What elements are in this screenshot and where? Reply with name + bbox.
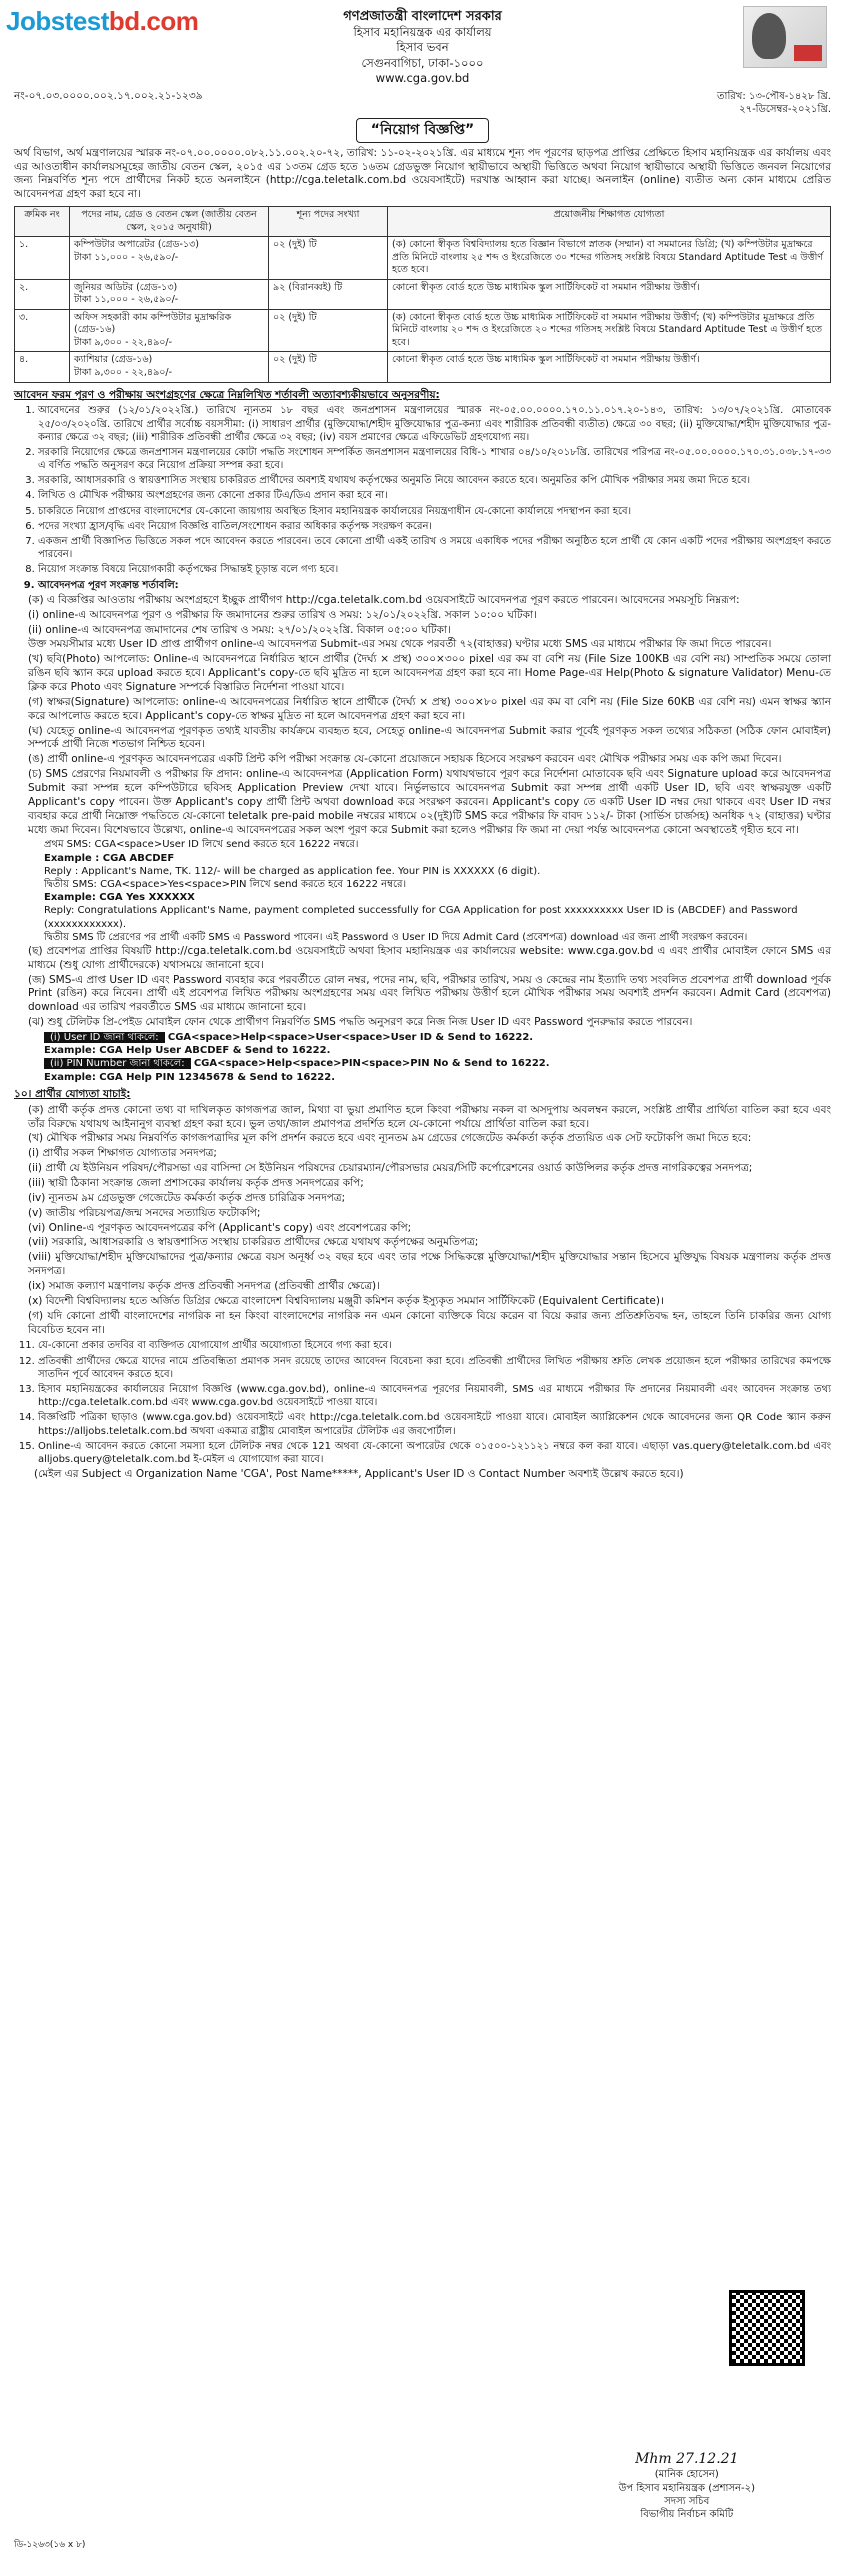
- condition-item: 4. লিখিত ও মৌখিক পরীক্ষায় অংশগ্রহণের জন্য কোনো প্রকার টিএ/ডিএ প্রদান করা হবে না।: [38, 489, 831, 502]
- tail-condition-item: 14. বিজ্ঞপ্তিটি পত্রিকা ছাড়াও (www.cga.gov.bd) ওয়েবসাইটে এবং http://cga.teletalk.com.bd ওয়েবসাইটে পাওয়া যাবে। মোবাইল অ্যাপ্লিকেশন থেকে আবেদনের জন্য QR Code স্ক্যান করুন https://alljobs.teletalk.com.bd অথবা একমাত্র রাষ্ট্রীয় মোবাইল অপারেটর টেলিটক এর জবপোর্টাল।: [38, 1411, 831, 1437]
- col-count: শূন্য পদের সংখ্যা: [269, 207, 388, 237]
- office-address: সেগুনবাগিচা, ঢাকা-১০০০: [361, 55, 484, 70]
- office-name: হিসাব মহানিয়ন্ত্রক এর কার্যালয়: [353, 25, 492, 40]
- sms-example-2: Example: CGA Yes XXXXXX: [44, 892, 195, 904]
- admit-card-rule: (ছ) প্রবেশপত্র প্রাপ্তির বিষয়টি http://cga.teletalk.com.bd ওয়েবসাইটে অথবা হিসাব মহানিয়ন্ত্রক এর কার্যালয়ের website: www.cga.gov.bd এ এবং প্রার্থীর মোবাইল ফোনে SMS এর মাধ্যমে (শুধু যোগ্য প্রার্থীদেরকে) যথাসময়ে জানানো হবে।: [28, 944, 831, 971]
- sms-reply-1: Reply : Applicant's Name, TK. 112/- will be charged as application fee. Your PIN is XXXXXX (6 digit).: [44, 865, 541, 877]
- pin-example: Example: CGA Help PIN 12345678 & Send to 16222.: [44, 1071, 335, 1083]
- logo-part-2: bd.com: [108, 6, 199, 36]
- print-code: ডি-১২৬৩(১৬ x ৮): [14, 2540, 86, 2550]
- row-qualification: কোনো স্বীকৃত বোর্ড হতে উচ্চ মাধ্যমিক স্কুল সার্টিফিকেট বা সমমান পরীক্ষায় উত্তীর্ণ।: [388, 352, 831, 382]
- admit-card-rule: (ঝ) শুধু টেলিটক প্রি-পেইড মোবাইল ফোন থেকে প্রার্থীগণ নিম্নবর্ণিত SMS পদ্ধতি অনুসরণ করে নিজ নিজ User ID এবং Password পুনরুদ্ধার করতে পারবেন।: [28, 1016, 693, 1029]
- table-row: [15, 279, 831, 309]
- tail-conditions-list: [14, 1339, 831, 1466]
- qualification-item: (ix) সমাজ কল্যাণ মন্ত্রণালয় কর্তৃক প্রদত্ত প্রতিবন্ধী সনদপত্র (প্রতিবন্ধী প্রার্থীর ক্ষেত্রে)।: [28, 1279, 380, 1292]
- application-rule: (ii) online-এ আবেদনপত্র জমাদানের শেষ তারিখ ও সময়: ২৭/০১/২০২২খ্রি. বিকাল ০৫:০০ ঘটিকা।: [28, 623, 451, 636]
- col-serial: ক্রমিক নং: [15, 207, 70, 237]
- govt-name: গণপ্রজাতন্ত্রী বাংলাদেশ সরকার: [343, 9, 502, 24]
- row-serial: ২.: [15, 279, 70, 309]
- post-name: কম্পিউটার অপারেটর (গ্রেড-১৩): [74, 239, 199, 251]
- post-scale: টাকা ৯,৩০০ - ২২,৪৯০/-: [74, 366, 173, 378]
- sms-second-label: দ্বিতীয় SMS: CGA<space>Yes<space>PIN লিখে send করতে হবে 16222 নম্বরে।: [44, 878, 407, 890]
- portrait-face: [752, 13, 786, 59]
- condition-item: 5. চাকরিতে নিয়োগ প্রাপ্তদের বাংলাদেশের যে-কোনো জায়গায় অবস্থিত হিসাব মহানিয়ন্ত্রক কার্যালয়ের নিয়ন্ত্রণাধীন যে-কোনো কার্যালয়ে পদস্থাপন করা হবে।: [38, 505, 831, 518]
- condition-item: 3. সরকারি, আধাসরকারি ও স্বায়ত্তশাসিত সংস্থায় চাকরিরত প্রার্থীদের অবশ্যই যথাযথ কর্তৃপক্ষের অনুমতি নিয়ে আবেদন করতে হবে। অনুমতির কপি মৌখিক পরীক্ষার সময় জমা দিতে হবে।: [38, 474, 831, 487]
- col-qualification: প্রয়োজনীয় শিক্ষাগত যোগ্যতা: [388, 207, 831, 237]
- table-row: [15, 237, 831, 280]
- post-scale: টাকা ৯,৩০০ - ২২,৪৯০/-: [74, 336, 173, 348]
- qualification-item: (vii) সরকারি, আধাসরকারি ও স্বায়ত্তশাসিত সংস্থায় চাকরিরত প্রার্থীদের ক্ষেত্রে যথাযথ কর্তৃপক্ষের অনুমতিপত্র;: [28, 1236, 479, 1249]
- qualification-item: (i) প্রার্থীর সকল শিক্ষাগত যোগ্যতার সনদপত্র;: [28, 1147, 217, 1160]
- signatory-title: উপ হিসাব মহানিয়ন্ত্রক (প্রশাসন-২): [618, 2482, 755, 2494]
- qualification-check-list: [14, 1104, 831, 1338]
- qualification-item: (গ) যদি কোনো প্রার্থী বাংলাদেশের নাগরিক না হন কিংবা বাংলাদেশের নাগরিক নন এমন কোনো ব্যক্তিকে বিয়ে করেন বা বিয়ে করার জন্য প্রতিশ্রুতিবদ্ধ হন, তাহলে তিনি চাকরির জন্য যোগ্য বিবেচিত হবেন না।: [28, 1309, 831, 1336]
- post-name: ক্যাশিয়ার (গ্রেড-১৬): [74, 354, 153, 366]
- reference-row: [14, 90, 831, 116]
- recovery-instructions: [14, 1031, 831, 1084]
- admit-card-rule: (জ) SMS-এ প্রাপ্ত User ID এবং Password ব্যবহার করে পরবর্তীতে রোল নম্বর, পদের নাম, ছবি, পরীক্ষার তারিখ, সময় ও কেন্দ্রের নাম ইত্যাদি তথ্য সংবলিত প্রবেশপত্র প্রার্থী download পূর্বক Print (রঙিন) করে নিবেন। প্রার্থী এই প্রবেশপত্র লিখিত পরীক্ষায় অংশগ্রহণের সময় এবং লিখিত পরীক্ষায় উত্তীর্ণ হলে মৌখিক পরীক্ষার সময় অবশ্যই প্রদর্শন করবেন। Admit Card (প্রবেশপত্র) download এর তারিখ পরবর্তীতে SMS এর মাধ্যমে জানানো হবে।: [28, 973, 831, 1014]
- qualification-item: (viii) মুক্তিযোদ্ধা/শহীদ মুক্তিযোদ্ধাদের পুত্র/কন্যার ক্ষেত্রে বয়স অনূর্ধ্ব ৩২ বছর হবে এবং তার পক্ষে সিদ্ধিকল্পে মুক্তিযোদ্ধা/শহীদ মুক্তিযোদ্ধার সন্তান হিসেবে মুক্তিযুদ্ধ বিষয়ক মন্ত্রণালয় কর্তৃক প্রদত্ত সনদপত্র।: [28, 1251, 831, 1278]
- table-header-row: [15, 207, 831, 237]
- sms-note: দ্বিতীয় SMS টি প্রেরণের পর প্রার্থী একটি SMS এ Password পাবেন। এই Password ও User ID দিয়ে Admit Card (প্রবেশপত্র) download এর জন্য প্রার্থী সংরক্ষণ করবেন।: [44, 931, 748, 943]
- qualification-item: (iv) ন্যূনতম ৯ম গ্রেডভুক্ত গেজেটেড কর্মকর্তা কর্তৃক প্রদত্ত চারিত্রিক সনদপত্র;: [28, 1191, 346, 1204]
- notice-title: [14, 118, 831, 142]
- logo-part-1: Jobstest: [6, 6, 109, 36]
- qualification-item: (ক) প্রার্থী কর্তৃক প্রদত্ত কোনো তথ্য বা দাখিলকৃত কাগজপত্র জাল, মিথ্যা বা ভুয়া প্রমাণিত হলে কিংবা পরীক্ষায় নকল বা অসদুপায় অবলম্বন করলে, সংশ্লিষ্ট প্রার্থীর প্রার্থিতা বাতিল করা হবে এবং তাঁর বিরুদ্ধে যথাযথ আইনানুগ ব্যবস্থা গ্রহণ করা হবে। ভুল তথ্য/জাল প্রমাণপত্র প্রদর্শিত হলে যে-কোনো পর্যায়ে প্রার্থিতা বাতিল করা হবে।: [28, 1103, 831, 1130]
- signatory-role-2: বিভাগীয় নির্বাচন কমিটি: [640, 2509, 734, 2521]
- application-rules: [14, 594, 831, 838]
- sms-example-1: Example : CGA ABCDEF: [44, 852, 175, 864]
- condition-item: 9. আবেদনপত্র পূরণ সংক্রান্ত শর্তাবলি:: [38, 579, 831, 592]
- table-row: [15, 352, 831, 382]
- row-serial: ৩.: [15, 309, 70, 352]
- row-count: ০২ (দুই) টি: [269, 237, 388, 280]
- intro-paragraph: অর্থ বিভাগ, অর্থ মন্ত্রণালয়ের স্মারক নং-০৭.০০.০০০০.০৮২.১১.০০২.২০-৭২, তারিখ: ১১-০২-২০২১খ্রি. এর মাধ্যমে শূন্য পদ পূরণের ছাড়পত্র প্রাপ্তির প্রেক্ষিতে হিসাব মহানিয়ন্ত্রক এর কার্যালয় এবং এর আওতাধীন কার্যালয়সমূহের জাতীয় বেতন স্কেল, ২০১৫ এর ১৩তম গ্রেড হতে ১৬তম গ্রেডভুক্ত নিয়োগ স্থায়ীভাবে অস্থায়ী ভিত্তিতে অথবা নিয়োগ স্থায়ীভাবে অস্থায়ী ভিত্তিতে জনবল নিয়োগের জন্য নিম্নবর্ণিত শূন্য পদে প্রার্থীদের নিকট হতে অনলাইনে (http://cga.teletalk.com.bd ওয়েবসাইটে) দরখাস্ত আহ্বান করা যাচ্ছে। অনলাইন (online) ব্যতীত অন্য কোন মাধ্যমে প্রেরিত আবেদনপত্র গ্রহণ করা হবে না।: [14, 146, 831, 201]
- application-rule: (চ) SMS প্রেরণের নিয়মাবলী ও পরীক্ষার ফি প্রদান: online-এ আবেদনপত্র (Application Form) যথাযথভাবে পূরণ করে নির্দেশনা মোতাবেক ছবি এবং Signature upload করে আবেদনপত্র Submit করা সম্পন্ন হলে কম্পিউটারে ছবিসহ Application Preview দেখা যাবে। নির্ভুলভাবে আবেদনপত্র Submit করা সম্পন্ন প্রার্থী একটি User ID, ছবি এবং স্বাক্ষরযুক্ত একটি Applicant's copy পাবেন। উক্ত Applicant's copy প্রার্থী প্রিন্ট অথবা download করে সংরক্ষণ করবেন। Applicant's copy তে একটি User ID নম্বর দেয়া থাকবে এবং User ID নম্বর ব্যবহার করে প্রার্থী নিম্নোক্ত পদ্ধতিতে যে-কোনো teletalk pre-paid mobile নম্বরের মাধ্যমে ০২(দুই)টি SMS করে পরীক্ষার ফি বাবদ ১১২/- টাকা (সার্ভিস চার্জসহ) অনধিক ৭২ (বাহাত্তর) ঘণ্টার মধ্যে জমা দিবেন। বিশেষভাবে উল্লেখ্য, online-এ আবেদনপত্রের সকল অংশ পূরণ করে Submit করা হলেও পরীক্ষার ফি জমা না দেয়া পর্যন্ত আবেদনপত্র কোনো অবস্থাতেই গৃহীত হবে না।: [28, 768, 831, 836]
- date-english: ২৭-ডিসেম্বর-২০২১খ্রি.: [739, 104, 831, 116]
- email-note: (মেইল এর Subject এ Organization Name 'CGA', Post Name*****, Applicant's User ID ও Contact Number অবশ্যই উল্লেখ করতে হবে।): [34, 1468, 684, 1481]
- application-rule: (গ) স্বাক্ষর(Signature) আপলোড: online-এ আবেদনপত্রের নির্ধারিত স্থানে প্রার্থীকে (দৈর্ঘ্য × প্রস্থ) ৩০০×৮০ pixel এর কম বা বেশি নয় (File Size 60KB এর বেশি নয়) এমন স্বাক্ষর স্ক্যান করে আপলোড করতে হবে। Applicant's copy-তে স্বাক্ষর মুদ্রিত না হলে আবেদনপত্র গ্রহণ করা হবে না।: [28, 695, 831, 722]
- application-rule: উক্ত সময়সীমার মধ্যে User ID প্রাপ্ত প্রার্থীগণ online-এ আবেদনপত্র Submit-এর সময় থেকে পরবর্তী ৭২(বাহাত্তর) ঘণ্টার মধ্যে SMS এর মাধ্যমে পরীক্ষার ফি জমা দিতে পারবেন।: [28, 638, 772, 651]
- notice-title-text: “নিয়োগ বিজ্ঞপ্তি”: [356, 118, 489, 142]
- post-scale: টাকা ১১,০০০ - ২৬,৫৯০/-: [74, 294, 179, 306]
- admit-card-rules: [14, 945, 831, 1030]
- condition-item: 2. সরকারি নিয়োগের ক্ষেত্রে জনপ্রশাসন মন্ত্রণালয়ের কোটা পদ্ধতি সংশোধন সম্পর্কিত জনপ্রশাসন মন্ত্রণালয়ের বিধি-১ শাখার ০৪/১০/২০১৮খ্রি. তারিখের পরিপত্র নং-০৫.০০.০০০০.১৭০.৩১.০৩৮.১৭-৩৩ এ বর্ণিত পদ্ধতি অনুসরণ করে নিয়োগ প্রক্রিয়া সম্পন্ন করা হবে।: [38, 446, 831, 472]
- office-website: www.cga.gov.bd: [375, 70, 470, 85]
- signatory-name: (মানিক হোসেন): [654, 2469, 719, 2481]
- row-post: [70, 237, 269, 280]
- row-count: ০২ (দুই) টি: [269, 352, 388, 382]
- condition-item: 7. একজন প্রার্থী বিজ্ঞাপিত ভিত্তিতে সকল পদে আবেদন করতে পারবেন। তবে কোনো প্রার্থী একই তারিখ ও সময়ে একাধিক পদের পরীক্ষা অনুষ্ঠিত হলে প্রার্থী যে কোন একটি পদের পরীক্ষায় অংশগ্রহণ করতে পারবেন।: [38, 535, 831, 561]
- qualification-item: (vi) Online-এ পূরণকৃত আবেদনপত্রের কপি (Applicant's copy) এবং প্রবেশপত্রের কপি;: [28, 1221, 412, 1234]
- row-post: [70, 352, 269, 382]
- sms-first-label: প্রথম SMS: CGA<space>User ID লিখে send করতে হবে 16222 নম্বরে।: [44, 839, 359, 851]
- tail-condition-item: 12. প্রতিবন্ধী প্রার্থীদের ক্ষেত্রে যাদের নামে প্রতিবন্ধিতা প্রমাণক সনদ রয়েছে তাদের আবেদন বিবেচনা করা হবে। প্রতিবন্ধী প্রার্থীদের লিখিত পরীক্ষায় শ্রুতি লেখক প্রয়োজন হলে পরীক্ষার তারিখের কমপক্ষে সাতদিন পূর্বে আবেদন করতে হবে।: [38, 1355, 831, 1381]
- row-serial: ১.: [15, 237, 70, 280]
- signatory-role-1: সদস্য সচিব: [664, 2495, 710, 2507]
- reference-number: নং-০৭.০৩.০০০০.০০২.১৭.০০২.২১-১২৩৯: [14, 89, 203, 102]
- qualification-item: (খ) মৌখিক পরীক্ষার সময় নিম্নবর্ণিত কাগজপত্রাদির মূল কপি প্রদর্শন করতে হবে এবং ন্যূনতম ৯ম গ্রেডের গেজেটেড কর্মকর্তা কর্তৃক প্রত্যয়িত এক সেট ফটোকপি জমা দিতে হবে:: [28, 1132, 752, 1145]
- row-post: [70, 279, 269, 309]
- jobstestbd-logo: [6, 4, 198, 38]
- application-rule: (ঘ) যেহেতু online-এ আবেদনপত্র পূরণকৃত তথ্যই যাবতীয় কার্যক্রমে ব্যবহৃত হবে, সেহেতু online-এ আবেদনপত্র Submit করার পূর্বেই পূরণকৃত সকল তথ্যের সঠিকতা (সঠিক ফোন মোবাইল) সম্পর্কে প্রার্থী নিজে শতভাগ নিশ্চিত হবেন।: [28, 724, 831, 751]
- row-qualification: কোনো স্বীকৃত বোর্ড হতে উচ্চ মাধ্যমিক স্কুল সার্টিফিকেট বা সমমান পরীক্ষায় উত্তীর্ণ।: [388, 279, 831, 309]
- sms-instructions: [14, 838, 831, 944]
- qualification-item: (ii) প্রার্থী যে ইউনিয়ন পরিষদ/পৌরসভা এর বাসিন্দা সে ইউনিয়ন পরিষদের চেয়ারম্যান/পৌরসভার মেয়র/সিটি কর্পোরেশনের ওয়ার্ড কাউন্সিলর কর্তৃক প্রদত্ত নাগরিকত্বের সনদপত্র;: [28, 1162, 753, 1175]
- application-rule: (ক) এ বিজ্ঞপ্তির আওতায় পরীক্ষায় অংশগ্রহণে ইচ্ছুক প্রার্থীগণ http://cga.teletalk.com.bd ওয়েবসাইটে আবেদনপত্র পূরণ করতে পারবেন। আবেদনের সময়সূচি নিম্নরূপ:: [28, 593, 740, 606]
- date-label: তারিখ:: [717, 90, 746, 102]
- userid-example: Example: CGA Help User ABCDEF & Send to 16222.: [44, 1045, 331, 1057]
- condition-item: 8. নিয়োগ সংক্রান্ত বিষয়ে নিয়োগকারী কর্তৃপক্ষের সিদ্ধান্তই চূড়ান্ত বলে গণ্য হবে।: [38, 563, 831, 576]
- condition-item: 1. আবেদনের শুরুর (১২/০১/২০২২খ্রি.) তারিখে ন্যূনতম ১৮ বছর এবং জনপ্রশাসন মন্ত্রণালয়ের স্মারক নং-০৫.০০.০০০০.১৭০.১১.০১৭.২০-১৪৩, তারিখ: ১৩/০৭/২০২১খ্রি. মোতাবেক ২৫/০৩/২০২০খ্রি. তারিখে প্রার্থীর সর্বোচ্চ বয়সসীমা: (i) সাধারণ প্রার্থীর (মুক্তিযোদ্ধা/শহীদ মুক্তিযোদ্ধার পুত্র-কন্যা এবং শারীরিক প্রতিবন্ধী ব্যতীত) ক্ষেত্রে ৩০ বছর; (ii) মুক্তিযোদ্ধা/শহীদ মুক্তিযোদ্ধার পুত্র-কন্যার ক্ষেত্রে ৩২ বছর; (iii) শারীরিক প্রতিবন্ধী প্রার্থীর ক্ষেত্রে ৩২ বছর; (iv) বয়স প্রমাণের ক্ষেত্রে এফিডেভিট গ্রহণযোগ্য নয়।: [38, 404, 831, 444]
- signature-block: [619, 2450, 755, 2521]
- signature-scribble: Mhm 27.12.21: [635, 2451, 739, 2467]
- mujib-100-emblem: [794, 45, 822, 61]
- pin-label: (ii) PIN Number জানা থাকলে:: [44, 1058, 191, 1069]
- tail-condition-item: 13. হিসাব মহানিয়ন্ত্রকের কার্যালয়ের নিয়োগ বিজ্ঞপ্তি (www.cga.gov.bd), online-এ আবেদনপত্র পূরণের নিয়মাবলী, SMS এর মাধ্যমে পরীক্ষার ফি প্রদানের নিয়মাবলী এবং আবেদন সংক্রান্ত তথ্য http://cga.teletalk.com.bd এবং www.cga.gov.bd ওয়েবসাইটে পাওয়া যাবে।: [38, 1383, 831, 1409]
- date-bangla: ১৩-পৌষ-১৪২৮ খ্রি.: [748, 90, 831, 102]
- row-qualification: (ক) কোনো স্বীকৃত বিশ্ববিদ্যালয় হতে বিজ্ঞান বিভাগে স্নাতক (সম্মান) বা সমমানের ডিগ্রি; (খ) কম্পিউটার মুদ্রাক্ষরে প্রতি মিনিটে বাংলায় ২৫ শব্দ ও ইংরেজিতে ৩০ শব্দের গতিসহ সংশ্লিষ্ট বিষয়ে Standard Aptitude Test এ উত্তীর্ণ হতে হবে।: [388, 237, 831, 280]
- table-row: [15, 309, 831, 352]
- application-rule: (খ) ছবি(Photo) আপলোড: Online-এ আবেদনপত্রে নির্ধারিত স্থানে প্রার্থীর (দৈর্ঘ্য × প্রস্থ) ৩০০×৩০০ pixel এর কম বা বেশি নয় (File Size 100KB এর বেশি নয়) সাম্প্রতিক সময়ে তোলা রঙিন ছবি স্ক্যান করে upload করতে হবে। Applicant's copy-তে ছবি মুদ্রিত না হলে আবেদনপত্র গ্রহণ করা হবে না। Home Page-এর Help(Photo & signature Validator) Menu-তে ক্লিক করে Photo এবং Signature সম্পর্কে বিস্তারিত নির্দেশনা পাওয়া যাবে।: [28, 653, 831, 693]
- sms-reply-2: Reply: Congratulations Applicant's Name, payment completed successfully for CGA Application for post xxxxxxxxxx User ID is (ABCDEF) and Password (xxxxxxxxxxxx).: [44, 905, 798, 930]
- conditions-title: আবেদন ফরম পূরণ ও পরীক্ষায় অংশগ্রহণের ক্ষেত্রে নিম্নলিখিত শর্তাবলী অত্যাবশ্যকীয়ভাবে অনুসরণীয়:: [14, 388, 440, 401]
- userid-label: (i) User ID জানা থাকলে:: [44, 1032, 165, 1043]
- row-post: [70, 309, 269, 352]
- row-count: ০২ (দুই) টি: [269, 309, 388, 352]
- row-count: ৯২ (বিরানব্বই) টি: [269, 279, 388, 309]
- conditions-list: [14, 404, 831, 591]
- mujib-portrait-image: [743, 6, 827, 68]
- qualification-item: (v) জাতীয় পরিচয়পত্র/জন্ম সনদের সত্যায়িত ফটোকপি;: [28, 1206, 261, 1219]
- row-serial: ৪.: [15, 352, 70, 382]
- date-block: [717, 90, 831, 116]
- pin-command: CGA<space>Help<space>PIN<space>PIN No & Send to 16222.: [193, 1058, 550, 1070]
- tail-condition-item: 11. যে-কোনো প্রকার তদবির বা ব্যক্তিগত যোগাযোগ প্রার্থীর অযোগ্যতা হিসেবে গণ্য করা হবে।: [38, 1339, 831, 1352]
- application-rule: (ঙ) প্রার্থী online-এ পূরণকৃত আবেদনপত্রের একটি প্রিন্ট কপি পরীক্ষা সংক্রান্ত যে-কোনো প্রয়োজনে সহায়ক হিসেবে সংরক্ষণ করবেন এবং মৌখিক পরীক্ষার সময় এক কপি জমা দিবেন।: [28, 753, 782, 766]
- posts-table: [14, 206, 831, 382]
- post-scale: টাকা ১১,০০০ - ২৬,৫৯০/-: [74, 251, 179, 263]
- qr-code-image: [729, 2290, 805, 2366]
- building-name: হিসাব ভবন: [396, 40, 449, 55]
- qualification-item: (iii) স্থায়ী ঠিকানা সংক্রান্ত জেলা প্রশাসকের কার্যালয় কর্তৃক প্রদত্ত সনদপত্রের কপি;: [28, 1176, 364, 1189]
- tail-condition-item: 15. Online-এ আবেদন করতে কোনো সমস্যা হলে টেলিটক নম্বর থেকে 121 অথবা যে-কোনো অপারেটর থেকে ০১৫০০-১২১১২১ নম্বরে কল করা যাবে। এছাড়া vas.query@teletalk.com.bd এবং alljobs.query@teletalk.com.bd ই-মেইল এ যোগাযোগ করা যাবে।: [38, 1440, 831, 1466]
- post-name: জুনিয়র অডিটর (গ্রেড-১৩): [74, 281, 178, 293]
- qualification-item: (x) বিদেশী বিশ্ববিদ্যালয় হতে অর্জিত ডিগ্রির ক্ষেত্রে বাংলাদেশ বিশ্ববিদ্যালয় মঞ্জুরী কমিশন কর্তৃক ইস্যুকৃত সমমান সার্টিফিকেট (Equivalent Certificate)।: [28, 1294, 664, 1307]
- row-qualification: (ক) কোনো স্বীকৃত বোর্ড হতে উচ্চ মাধ্যমিক সার্টিফিকেট বা সমমান পরীক্ষায় উত্তীর্ণ; (খ) কম্পিউটার মুদ্রাক্ষরে প্রতি মিনিটে বাংলায় ২০ শব্দ ও ইংরেজিতে ২০ শব্দের গতিসহ সংশ্লিষ্ট বিষয়ে Standard Aptitude Test এ উত্তীর্ণ হতে হবে।: [388, 309, 831, 352]
- condition-item: 6. পদের সংখ্যা হ্রাস/বৃদ্ধি এবং নিয়োগ বিজ্ঞপ্তি বাতিল/সংশোধন করার অধিকার কর্তৃপক্ষ সংরক্ষণ করেন।: [38, 520, 831, 533]
- qualification-check-title-text: প্রার্থীর যোগ্যতা যাচাই:: [35, 1087, 131, 1100]
- application-rule: (i) online-এ আবেদনপত্র পূরণ ও পরীক্ষার ফি জমাদানের শুরুর তারিখ ও সময়: ১২/০১/২০২২খ্রি. সকাল ১০:০০ ঘটিকা।: [28, 608, 537, 621]
- userid-command: CGA<space>Help<space>User<space>User ID & Send to 16222.: [167, 1032, 534, 1044]
- qualification-check-title: ১০। প্রার্থীর যোগ্যতা যাচাই:: [14, 1087, 131, 1100]
- col-post: পদের নাম, গ্রেড ও বেতন স্কেল (জাতীয় বেতন স্কেল, ২০১৫ অনুযায়ী): [70, 207, 269, 237]
- post-name: অফিস সহকারী কাম কম্পিউটার মুদ্রাক্ষরিক (গ্রেড-১৬): [74, 311, 232, 336]
